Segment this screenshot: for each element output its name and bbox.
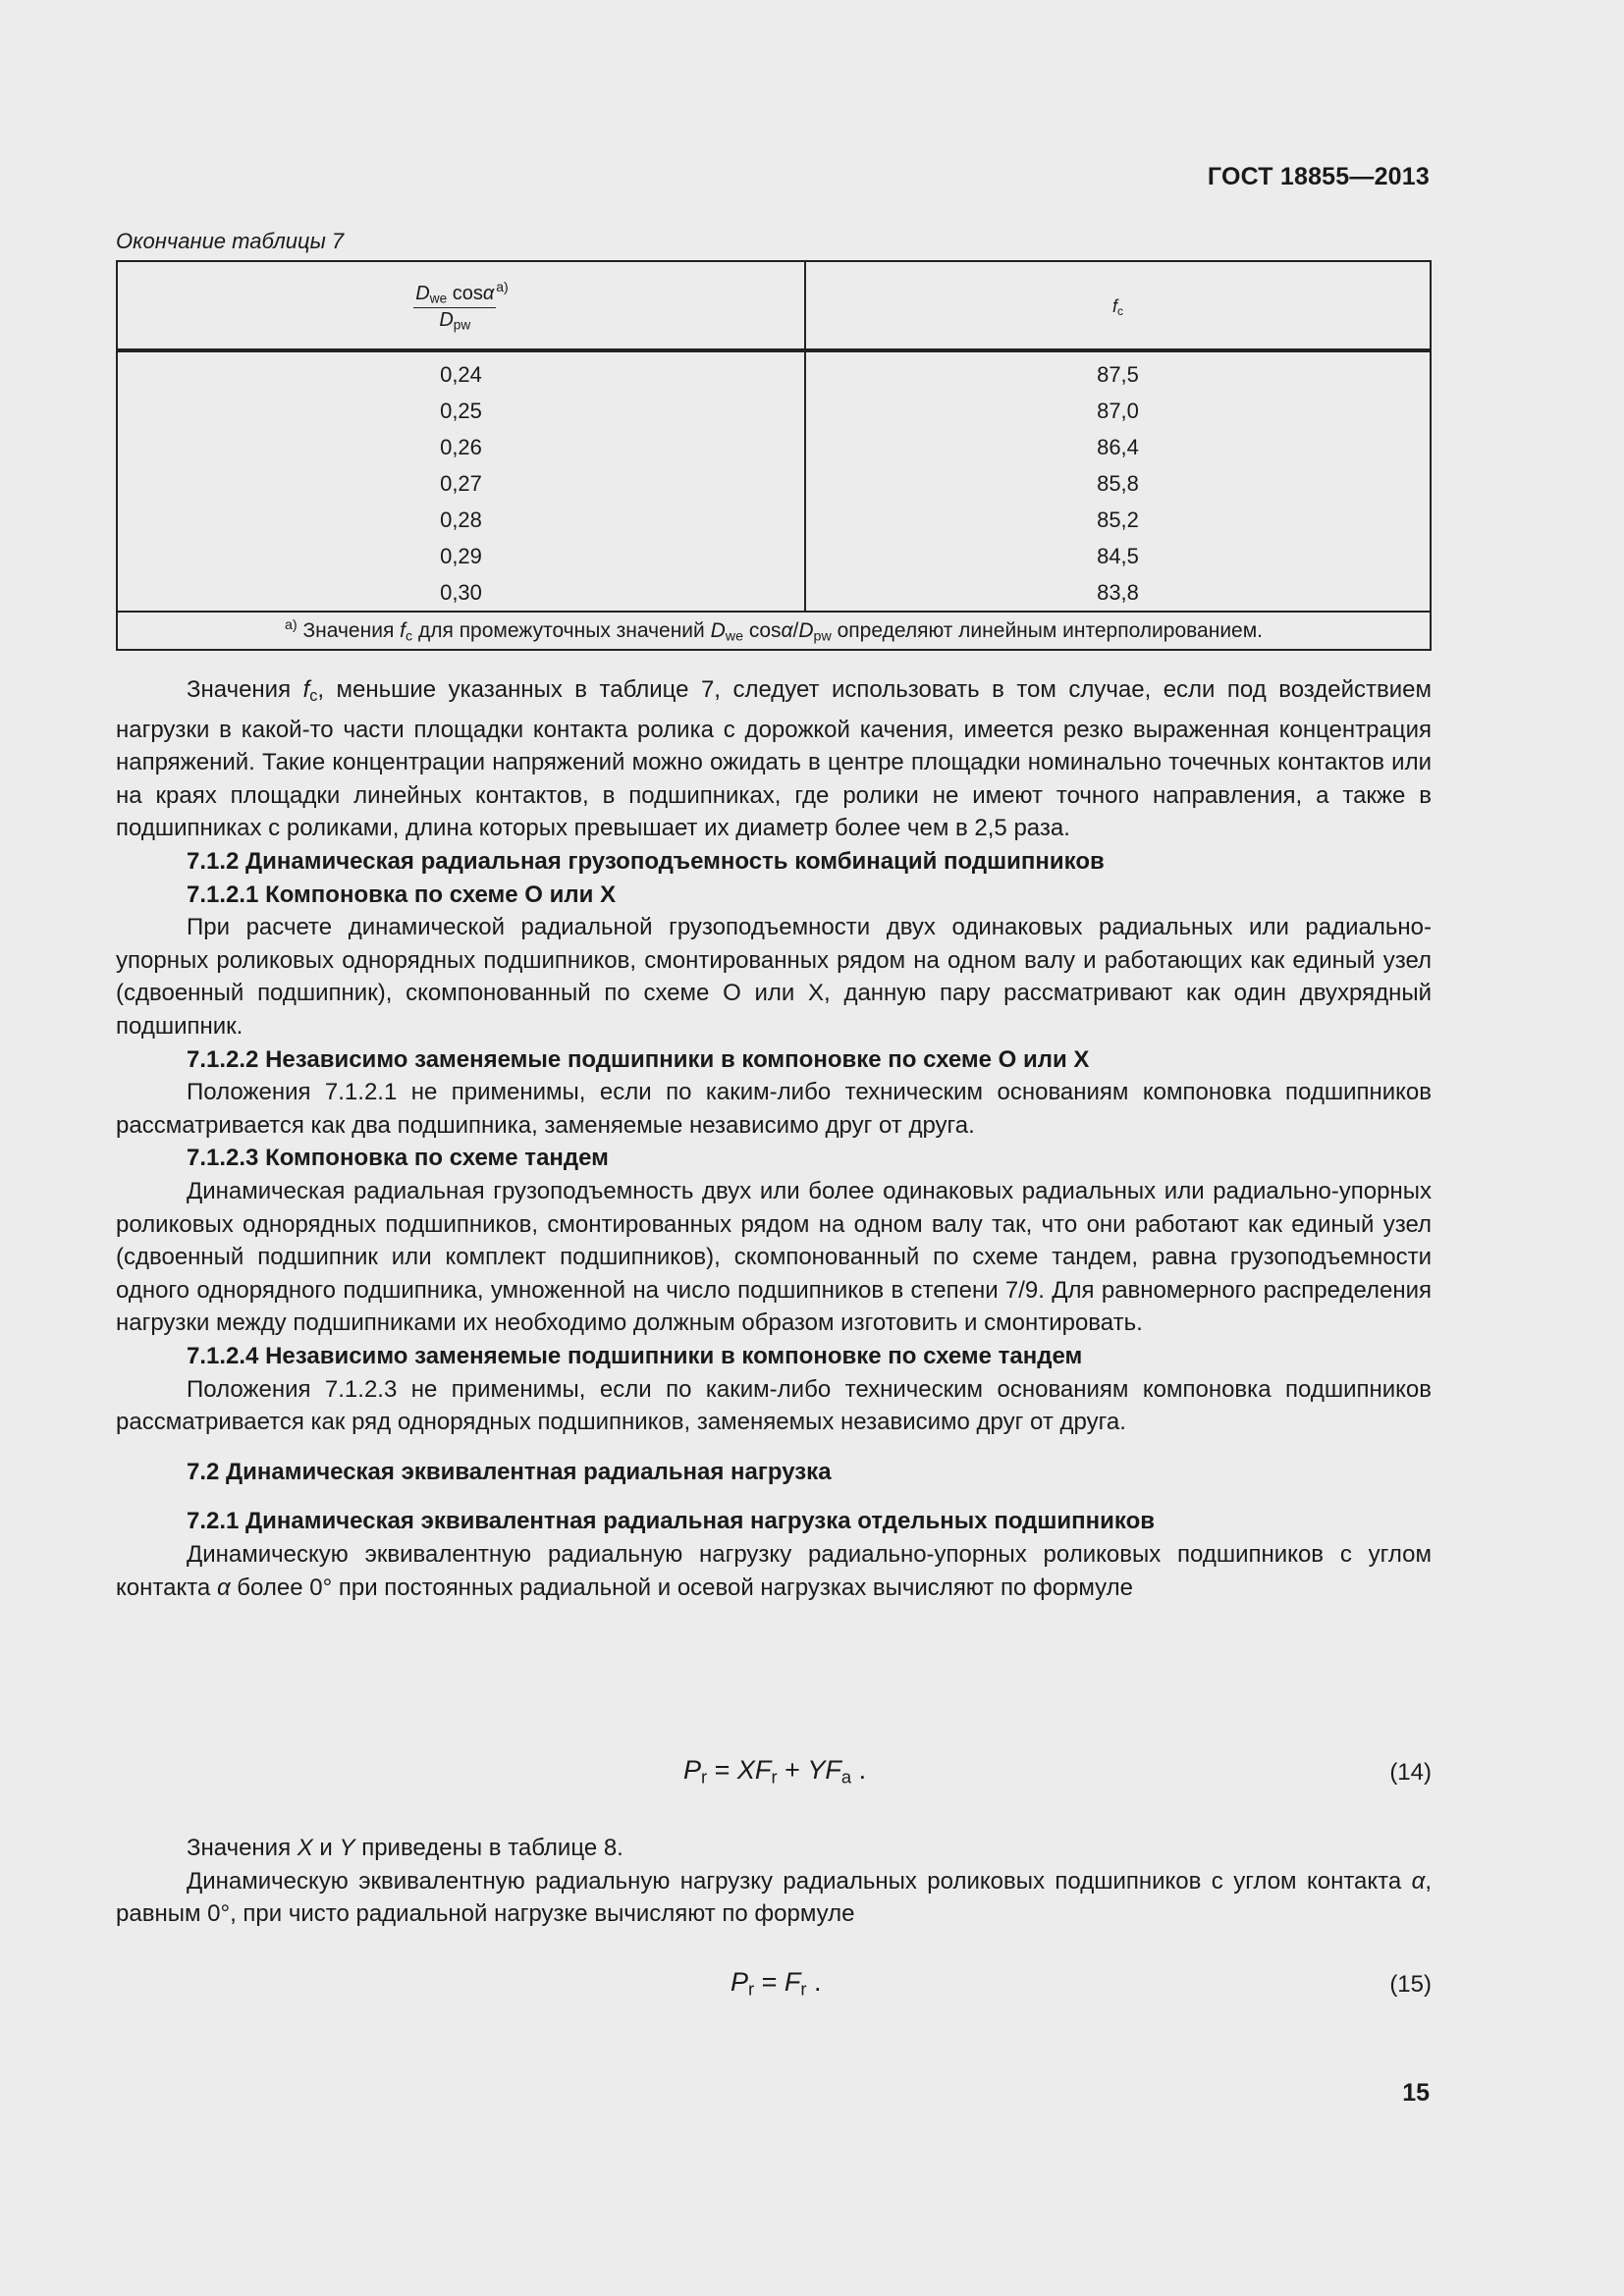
- heading-7-1-2-3: 7.1.2.3 Компоновка по схеме тандем: [187, 1145, 609, 1172]
- paragraph-7-2-1: Динамическую эквивалентную радиальную нагрузку радиально-упорных роликовых подшипников с углом контакта α более 0° при постоянных радиальной и осевой нагрузках вычисляют по формуле: [116, 1540, 1432, 1601]
- table-row: [117, 429, 1431, 465]
- formula-14-number: (14): [1389, 1759, 1432, 1786]
- ratio-cell: 0,29: [117, 538, 805, 574]
- fc-cell: 87,0: [805, 393, 1431, 429]
- ratio-cell: 0,27: [117, 465, 805, 502]
- ratio-cell: 0,25: [117, 393, 805, 429]
- heading-7-1-2-4: 7.1.2.4 Независимо заменяемые подшипники в компоновке по схеме тандем: [187, 1342, 1083, 1369]
- formula-14-expression: $P_r = XF_r + YF_a$ .: [683, 1755, 867, 1788]
- table-row: [117, 574, 1431, 612]
- paragraph-7-1-2-1: При расчете динамической радиальной грузоподъемности двух одинаковых радиальных или радиально-упорных роликовых однорядных подшипников, смонтированных рядом на одном валу и работающих как единый узел (сдвоенный подшипник), скомпонованный по схеме О или Х, данную пару рассматривают как один двухрядный подшипник.: [116, 914, 1432, 1041]
- page-number: 15: [1402, 2079, 1430, 2107]
- paragraph-7-1-2-4: Положения 7.1.2.3 не применимы, если по каким-либо техническим основаниям компоновка подшипников рассматривается как ряд однорядных подшипников, заменяемых независимо друг от друга.: [116, 1375, 1432, 1436]
- heading-7-2: 7.2 Динамическая эквивалентная радиальная нагрузка: [187, 1458, 832, 1485]
- table-footnote: $^{а)}$ Значения $f_c$ для промежуточных значений $D_{we}$ cosα/$D_{pw}$ определяют линейным интерполированием.: [117, 612, 1431, 650]
- fc-cell: 86,4: [805, 429, 1431, 465]
- fc-cell: 83,8: [805, 574, 1431, 612]
- ratio-fraction: $\frac{D_{we} \cos\alpha}{D_{pw}}$: [415, 283, 495, 333]
- paragraph-radial-load: Динамическую эквивалентную радиальную нагрузку радиальных роликовых подшипников с углом контакта α, равным 0°, при чисто радиальной нагрузке вычисляют по формуле: [116, 1867, 1432, 1928]
- table-row: [117, 502, 1431, 538]
- heading-7-1-2-1: 7.1.2.1 Компоновка по схеме О или Х: [187, 881, 617, 908]
- table-caption: Окончание таблицы 7: [116, 229, 345, 253]
- paragraph-7-1-2-2: Положения 7.1.2.1 не применимы, если по каким-либо техническим основаниям компоновка подшипников рассматривается как два подшипника, заменяемые независимо друг от друга.: [116, 1079, 1432, 1139]
- ratio-cell: 0,24: [117, 350, 805, 393]
- fc-cell: 85,2: [805, 502, 1431, 538]
- body-text-lower: [116, 1832, 1432, 1931]
- heading-7-2-1: 7.2.1 Динамическая эквивалентная радиальная нагрузка отдельных подшипников: [187, 1508, 1156, 1535]
- footnote-mark: a): [496, 278, 509, 294]
- formula-15-number: (15): [1389, 1971, 1432, 1998]
- fc-cell: 85,8: [805, 465, 1431, 502]
- paragraph-xy-values: Значения X и Y приведены в таблице 8.: [187, 1835, 623, 1861]
- formula-15-expression: $P_r = F_r$ .: [731, 1967, 822, 2000]
- formula-14: [116, 1755, 1432, 1794]
- paragraph-fc-note: Значения $f_c$, меньшие указанных в таблице 7, следует использовать в том случае, если под воздействием нагрузки в какой-то части площадки контакта ролика с дорожкой качения, имеется резко выраженная концентрация напряжений. Такие концентрации напряжений можно ожидать в центре площадки номинально точечных контактов или на краях площадки линейных контактов, в подшипниках, где ролики не имеют точного направления, а также в подшипниках с роликами, длина которых превышает их диаметр более чем в 2,5 раза.: [116, 676, 1433, 842]
- heading-7-1-2: 7.1.2 Динамическая радиальная грузоподъемность комбинаций подшипников: [187, 848, 1105, 876]
- heading-7-1-2-2: 7.1.2.2 Независимо заменяемые подшипники в компоновке по схеме О или Х: [187, 1045, 1090, 1073]
- table-7: [116, 260, 1432, 651]
- fc-cell: 87,5: [805, 350, 1431, 393]
- table-row: [117, 393, 1431, 429]
- column-header-fc: $f_c$: [805, 261, 1431, 350]
- standard-designation: ГОСТ 18855—2013: [1207, 163, 1430, 190]
- table-row: [117, 465, 1431, 502]
- body-text: [116, 673, 1432, 1604]
- paragraph-7-1-2-3: Динамическая радиальная грузоподъемность двух или более одинаковых радиальных или радиально-упорных роликовых однорядных подшипников, смонтированных рядом на одном валу так, что они работают как единый узел (сдвоенный подшипник или комплект подшипников), скомпонованный по схеме тандем, равна грузоподъемности одного однорядного подшипника, умноженной на число подшипников в степени 7/9. Для равномерного распределения нагрузки между подшипниками их необходимо должным образом изготовить и смонтировать.: [116, 1177, 1432, 1337]
- ratio-cell: 0,26: [117, 429, 805, 465]
- fc-cell: 84,5: [805, 538, 1431, 574]
- table-header-row: [117, 261, 1431, 350]
- ratio-cell: 0,30: [117, 574, 805, 612]
- ratio-cell: 0,28: [117, 502, 805, 538]
- table-row: [117, 350, 1431, 393]
- formula-15: [116, 1967, 1432, 2006]
- table-footnote-row: [117, 612, 1431, 650]
- table-row: [117, 538, 1431, 574]
- column-header-ratio: [117, 261, 805, 350]
